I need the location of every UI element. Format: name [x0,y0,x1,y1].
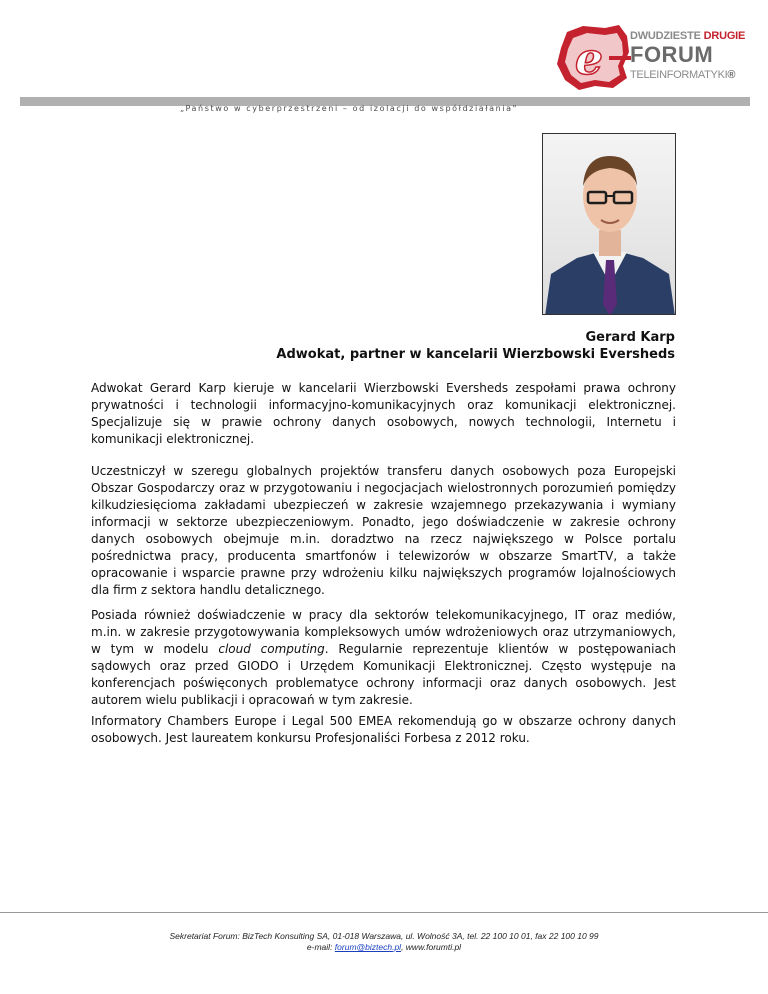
footer-email-link[interactable]: forum@biztech.pl [334,942,402,952]
logo-subtitle-text: TELEINFORMATYKI® [630,69,736,81]
speaker-title: Adwokat, partner w kancelarii Wierzbowski Eversheds [276,347,675,362]
speaker-name: Gerard Karp [585,330,675,345]
cloud-computing-term: cloud computing [218,642,325,656]
logo-edition-text: DWUDZIESTE DRUGIE [630,30,746,42]
footer-contact: e-mail: forum@biztech.pl, www.forumti.pl [306,942,462,952]
bio-paragraph-2: Uczestniczył w szeregu globalnych projektów transferu danych osobowych poza Europejski Obszar Gospodarczy oraz w przygotowaniu i negocjacjach wielostronnych porozumień pomiędzy kilkudziesięcioma zakładami ubezpieczeń w zakresie wzajemnego przekazywania i wymiany informacji w sektorze ubezpieczeniowym. Ponadto, jego doświadczenie w zakresie ochrony danych osobowych obejmuje m.in. doradztwo na rzecz największego w Polsce portalu pośrednictwa pracy, producenta smartfonów i telewizorów w obszarze SmartTV, a także opracowanie i wsparcie prawne przy wdrożeniu kilku największych programów lojalnościowych dla firm z sektora handlu detalicznego. [91,464,676,597]
footer-website: www.forumti.pl [405,942,462,952]
bio-paragraph-1: Adwokat Gerard Karp kieruje w kancelarii Wierzbowski Eversheds zespołami prawa ochrony prywatności i technologii informacyjno-komunikacyjnych oraz komunikacji elektronicznej. Specjalizuje się w prawie ochrony danych osobowych, nowych technologii, Internetu i komunikacji elektronicznej. [91,381,676,446]
logo-forum-text: FORUM [630,42,714,67]
bio-paragraph-3 [91,607,676,709]
bio-paragraph-4: Informatory Chambers Europe i Legal 500 EMEA rekomendują go w obszarze ochrony danych osobowych. Jest laureatem konkursu Profesjonaliści Forbesa z 2012 roku. [91,714,676,745]
bio-paragraph-3-text-b: . Regularnie reprezentuje klientów w postępowaniach sądowych oraz przed GIODO i Urzędem Komunikacji Elektronicznej. Często występuje na konferencjach poświęconych problematyce ochrony informacji oraz danych osobowych. Jest autorem wielu publikacji i opracowań w tym zakresie. [91,642,676,707]
svg-text:e: e [575,34,603,85]
footer-address: Sekretariat Forum: BizTech Konsulting SA, 01-018 Warszawa, ul. Wolność 3A, tel. 22 100 10 01, fax 22 100 10 99 [169,931,599,941]
poland-map-emblem-icon [553,22,633,94]
footer-divider [0,912,768,913]
speaker-photo [542,133,676,315]
bio-paragraph-3-text-a: Posiada również doświadczenie w pracy dla sektorów telekomunikacyjnego, IT oraz mediów, m.in. w zakresie przygotowywania kompleksowych umów wdrożeniowych oraz utrzymaniowych, w tym w modelu [91,608,676,656]
forum-logo [553,22,753,94]
conference-tagline: „Państwo w cyberprzestrzeni – od izolacji do współdziałania" [180,104,518,113]
footer [0,931,768,953]
